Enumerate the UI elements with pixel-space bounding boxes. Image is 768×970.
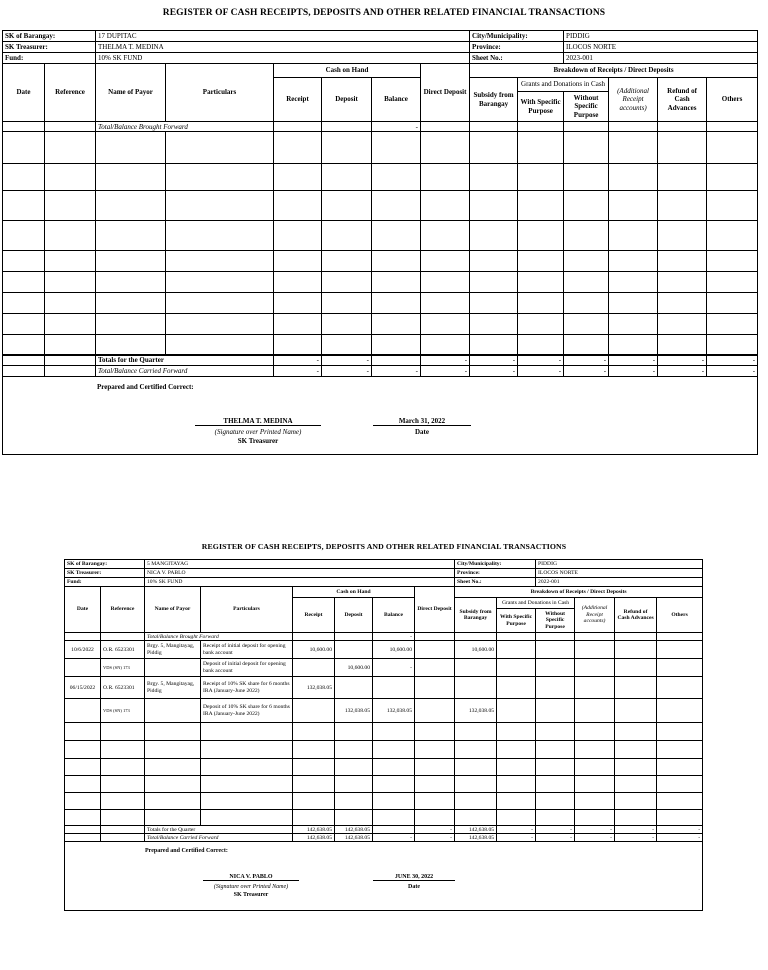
treasurer-value: THELMA T. MEDINA bbox=[96, 42, 470, 53]
header-balance: Balance bbox=[373, 598, 415, 633]
table-row bbox=[65, 641, 703, 659]
treasurer-label: SK Treasurer: bbox=[3, 42, 96, 53]
row-payor bbox=[145, 699, 201, 723]
totals-additional: - bbox=[609, 355, 658, 366]
carried-with: - bbox=[497, 834, 536, 842]
province-label: Province: bbox=[455, 569, 536, 578]
totals-deposit: - bbox=[322, 355, 372, 366]
header-reference: Reference bbox=[45, 64, 96, 122]
brought-forward-balance: - bbox=[373, 633, 415, 641]
totals-deposit: 142,638.05 bbox=[335, 826, 373, 834]
header-reference: Reference bbox=[101, 587, 145, 633]
brought-forward-label: Total/Balance Brought Forward bbox=[96, 122, 274, 132]
table-row bbox=[3, 221, 758, 251]
table-row bbox=[65, 741, 703, 759]
table-row bbox=[65, 776, 703, 793]
header-additional: (Additional Receipt accounts) bbox=[609, 78, 658, 122]
carried-receipt: - bbox=[274, 366, 322, 377]
fund-value: 10% SK FUND bbox=[145, 578, 455, 587]
table-row bbox=[3, 293, 758, 314]
signatory-name: NICA V. PABLO bbox=[203, 874, 299, 881]
carried-others: - bbox=[657, 834, 703, 842]
sk-barangay-label: SK of Barangay: bbox=[65, 560, 145, 569]
treasurer-value: NICA V. PABLO bbox=[145, 569, 455, 578]
date-label: Date bbox=[408, 884, 420, 890]
report1-table bbox=[2, 30, 758, 455]
table-row bbox=[3, 164, 758, 191]
carried-refund: - bbox=[615, 834, 657, 842]
row-subsidy: 10,600.00 bbox=[455, 641, 497, 659]
totals-label: Totals for the Quarter bbox=[96, 355, 274, 366]
row-deposit bbox=[335, 677, 373, 699]
header-breakdown: Breakdown of Receipts / Direct Deposits bbox=[455, 587, 703, 598]
carried-additional: - bbox=[575, 834, 615, 842]
carried-direct: - bbox=[421, 366, 470, 377]
carried-subsidy: 142,638.05 bbox=[455, 834, 497, 842]
signature-caption: (Signature over Printed Name) bbox=[213, 884, 289, 890]
brought-forward-balance: - bbox=[372, 122, 421, 132]
fund-value: 10% SK FUND bbox=[96, 53, 470, 64]
carried-deposit: 142,638.05 bbox=[335, 834, 373, 842]
sk-barangay-value: 17 DUPITAC bbox=[96, 31, 470, 42]
report2-title: REGISTER OF CASH RECEIPTS, DEPOSITS AND OTHER RELATED FINANCIAL TRANSACTIONS bbox=[201, 542, 567, 551]
signatory-name: THELMA T. MEDINA bbox=[195, 417, 321, 426]
report2-table bbox=[64, 559, 703, 911]
carried-additional: - bbox=[609, 366, 658, 377]
table-row bbox=[65, 659, 703, 677]
header-cash-on-hand: Cash on Hand bbox=[293, 587, 415, 598]
row-receipt: 132,038.05 bbox=[293, 677, 335, 699]
city-label: City/Municipality: bbox=[470, 31, 564, 42]
signature-block bbox=[3, 377, 758, 455]
row-reference: VDS (SN) 173 bbox=[101, 699, 145, 723]
row-receipt: 10,600.00 bbox=[293, 641, 335, 659]
carried-with: - bbox=[518, 366, 564, 377]
totals-refund: - bbox=[658, 355, 707, 366]
row-payor bbox=[145, 659, 201, 677]
row-payor: Brgy. 5, Mangitayag, Piddig bbox=[145, 677, 201, 699]
city-value: PIDDIG bbox=[564, 31, 758, 42]
row-receipt bbox=[293, 659, 335, 677]
date-label: Date bbox=[415, 428, 429, 436]
totals-receipt: - bbox=[274, 355, 322, 366]
prepared-label: Prepared and Certified Correct: bbox=[97, 383, 194, 391]
totals-label: Totals for the Quarter bbox=[145, 826, 293, 834]
carried-direct: - bbox=[415, 834, 455, 842]
carried-subsidy: - bbox=[470, 366, 518, 377]
signatory-role: SK Treasurer bbox=[237, 437, 279, 445]
row-particulars: Receipt of 10% SK share for 6 months IRA (January-June 2022) bbox=[201, 677, 293, 699]
row-particulars: Deposit of 10% SK share for 6 months IRA (January-June 2022) bbox=[201, 699, 293, 723]
signatory-role: SK Treasurer bbox=[233, 892, 269, 898]
header-balance: Balance bbox=[372, 78, 421, 122]
city-label: City/Municipality: bbox=[455, 560, 536, 569]
totals-direct: - bbox=[421, 355, 470, 366]
province-value: ILOCOS NORTE bbox=[564, 42, 758, 53]
table-row bbox=[3, 191, 758, 221]
province-label: Province: bbox=[470, 42, 564, 53]
fund-label: Fund: bbox=[3, 53, 96, 64]
sheet-label: Sheet No.: bbox=[470, 53, 564, 64]
table-row bbox=[65, 759, 703, 776]
row-date bbox=[65, 659, 101, 677]
signature-caption: (Signature over Printed Name) bbox=[214, 428, 302, 436]
totals-direct: - bbox=[415, 826, 455, 834]
table-row bbox=[65, 793, 703, 810]
sheet-label: Sheet No.: bbox=[455, 578, 536, 587]
report1-title: REGISTER OF CASH RECEIPTS, DEPOSITS AND OTHER RELATED FINANCIAL TRANSACTIONS bbox=[162, 8, 606, 18]
totals-receipt: 142,638.05 bbox=[293, 826, 335, 834]
header-grants: Grants and Donations in Cash bbox=[497, 598, 575, 609]
row-date bbox=[65, 699, 101, 723]
signature-block bbox=[65, 842, 703, 911]
table-row bbox=[3, 132, 758, 164]
header-particulars: Particulars bbox=[166, 64, 274, 122]
carried-without: - bbox=[536, 834, 575, 842]
row-reference: VDS (SN) 173 bbox=[101, 659, 145, 677]
header-with-specific: With Specific Purpose bbox=[518, 92, 564, 122]
row-reference: O.R. 6523301 bbox=[101, 641, 145, 659]
fund-label: Fund: bbox=[65, 578, 145, 587]
table-row bbox=[3, 251, 758, 272]
header-deposit: Deposit bbox=[335, 598, 373, 633]
header-refund: Refund of Cash Advances bbox=[658, 78, 707, 122]
header-payor: Name of Payor bbox=[96, 64, 166, 122]
row-subsidy bbox=[455, 659, 497, 677]
row-deposit: 10,600.00 bbox=[335, 659, 373, 677]
prepared-label: Prepared and Certified Correct: bbox=[145, 848, 228, 854]
table-row bbox=[3, 335, 758, 355]
row-date: 10/6/2022 bbox=[65, 641, 101, 659]
header-receipt: Receipt bbox=[293, 598, 335, 633]
header-cash-on-hand: Cash on Hand bbox=[274, 64, 421, 78]
row-reference: O.R. 6523301 bbox=[101, 677, 145, 699]
totals-others: - bbox=[707, 355, 758, 366]
carried-balance: - bbox=[373, 834, 415, 842]
header-date: Date bbox=[3, 64, 45, 122]
table-row bbox=[65, 810, 703, 826]
header-subsidy: Subsidy from Barangay bbox=[455, 598, 497, 633]
treasurer-label: SK Treasurer: bbox=[65, 569, 145, 578]
sk-barangay-label: SK of Barangay: bbox=[3, 31, 96, 42]
table-row bbox=[65, 699, 703, 723]
sheet-value: 2023-001 bbox=[564, 53, 758, 64]
header-with-specific: With Specific Purpose bbox=[497, 609, 536, 633]
totals-subsidy: - bbox=[470, 355, 518, 366]
header-others: Others bbox=[657, 598, 703, 633]
row-particulars: Deposit of initial deposit for opening bank account bbox=[201, 659, 293, 677]
sk-barangay-value: 5 MANGITAYAG bbox=[145, 560, 455, 569]
signature-date: JUNE 30, 2022 bbox=[373, 874, 455, 881]
header-direct-deposit: Direct Deposit bbox=[421, 64, 470, 122]
totals-refund: - bbox=[615, 826, 657, 834]
header-direct-deposit: Direct Deposit bbox=[415, 587, 455, 633]
totals-others: - bbox=[657, 826, 703, 834]
carried-balance: - bbox=[372, 366, 421, 377]
row-deposit bbox=[335, 641, 373, 659]
row-subsidy: 132,038.05 bbox=[455, 699, 497, 723]
header-subsidy: Subsidy from Barangay bbox=[470, 78, 518, 122]
city-value: PIDDIG bbox=[536, 560, 703, 569]
brought-forward-label: Total/Balance Brought Forward bbox=[145, 633, 293, 641]
province-value: ILOCOS NORTE bbox=[536, 569, 703, 578]
carried-others: - bbox=[707, 366, 758, 377]
row-balance bbox=[373, 677, 415, 699]
carried-receipt: 142,638.05 bbox=[293, 834, 335, 842]
header-others: Others bbox=[707, 78, 758, 122]
header-receipt: Receipt bbox=[274, 78, 322, 122]
totals-with: - bbox=[497, 826, 536, 834]
totals-without: - bbox=[536, 826, 575, 834]
carried-label: Total/Balance Carried Forward bbox=[96, 366, 274, 377]
row-payor: Brgy. 5, Mangitayag, Piddig bbox=[145, 641, 201, 659]
header-additional: (Additional Receipt accounts) bbox=[575, 598, 615, 633]
header-payor: Name of Payor bbox=[145, 587, 201, 633]
row-date: 06/15/2022 bbox=[65, 677, 101, 699]
table-row bbox=[3, 314, 758, 335]
table-row bbox=[65, 723, 703, 741]
header-deposit: Deposit bbox=[322, 78, 372, 122]
row-particulars: Receipt of initial deposit for opening bank account bbox=[201, 641, 293, 659]
header-grants: Grants and Donations in Cash bbox=[518, 78, 609, 92]
totals-additional: - bbox=[575, 826, 615, 834]
table-row bbox=[3, 272, 758, 293]
header-without-specific: Without Specific Purpose bbox=[536, 609, 575, 633]
carried-refund: - bbox=[658, 366, 707, 377]
table-row bbox=[65, 677, 703, 699]
header-particulars: Particulars bbox=[201, 587, 293, 633]
row-deposit: 132,038.05 bbox=[335, 699, 373, 723]
header-refund: Refund of Cash Advances bbox=[615, 598, 657, 633]
carried-label: Total/Balance Carried Forward bbox=[145, 834, 293, 842]
row-balance: - bbox=[373, 659, 415, 677]
sheet-value: 2022-001 bbox=[536, 578, 703, 587]
row-receipt bbox=[293, 699, 335, 723]
header-breakdown: Breakdown of Receipts / Direct Deposits bbox=[470, 64, 758, 78]
row-subsidy bbox=[455, 677, 497, 699]
header-date: Date bbox=[65, 587, 101, 633]
totals-without: - bbox=[564, 355, 609, 366]
carried-without: - bbox=[564, 366, 609, 377]
totals-subsidy: 142,638.05 bbox=[455, 826, 497, 834]
signature-date: March 31, 2022 bbox=[373, 417, 471, 426]
row-balance: 132,038.05 bbox=[373, 699, 415, 723]
carried-deposit: - bbox=[322, 366, 372, 377]
totals-with: - bbox=[518, 355, 564, 366]
header-without-specific: Without Specific Purpose bbox=[564, 92, 609, 122]
row-balance: 10,600.00 bbox=[373, 641, 415, 659]
